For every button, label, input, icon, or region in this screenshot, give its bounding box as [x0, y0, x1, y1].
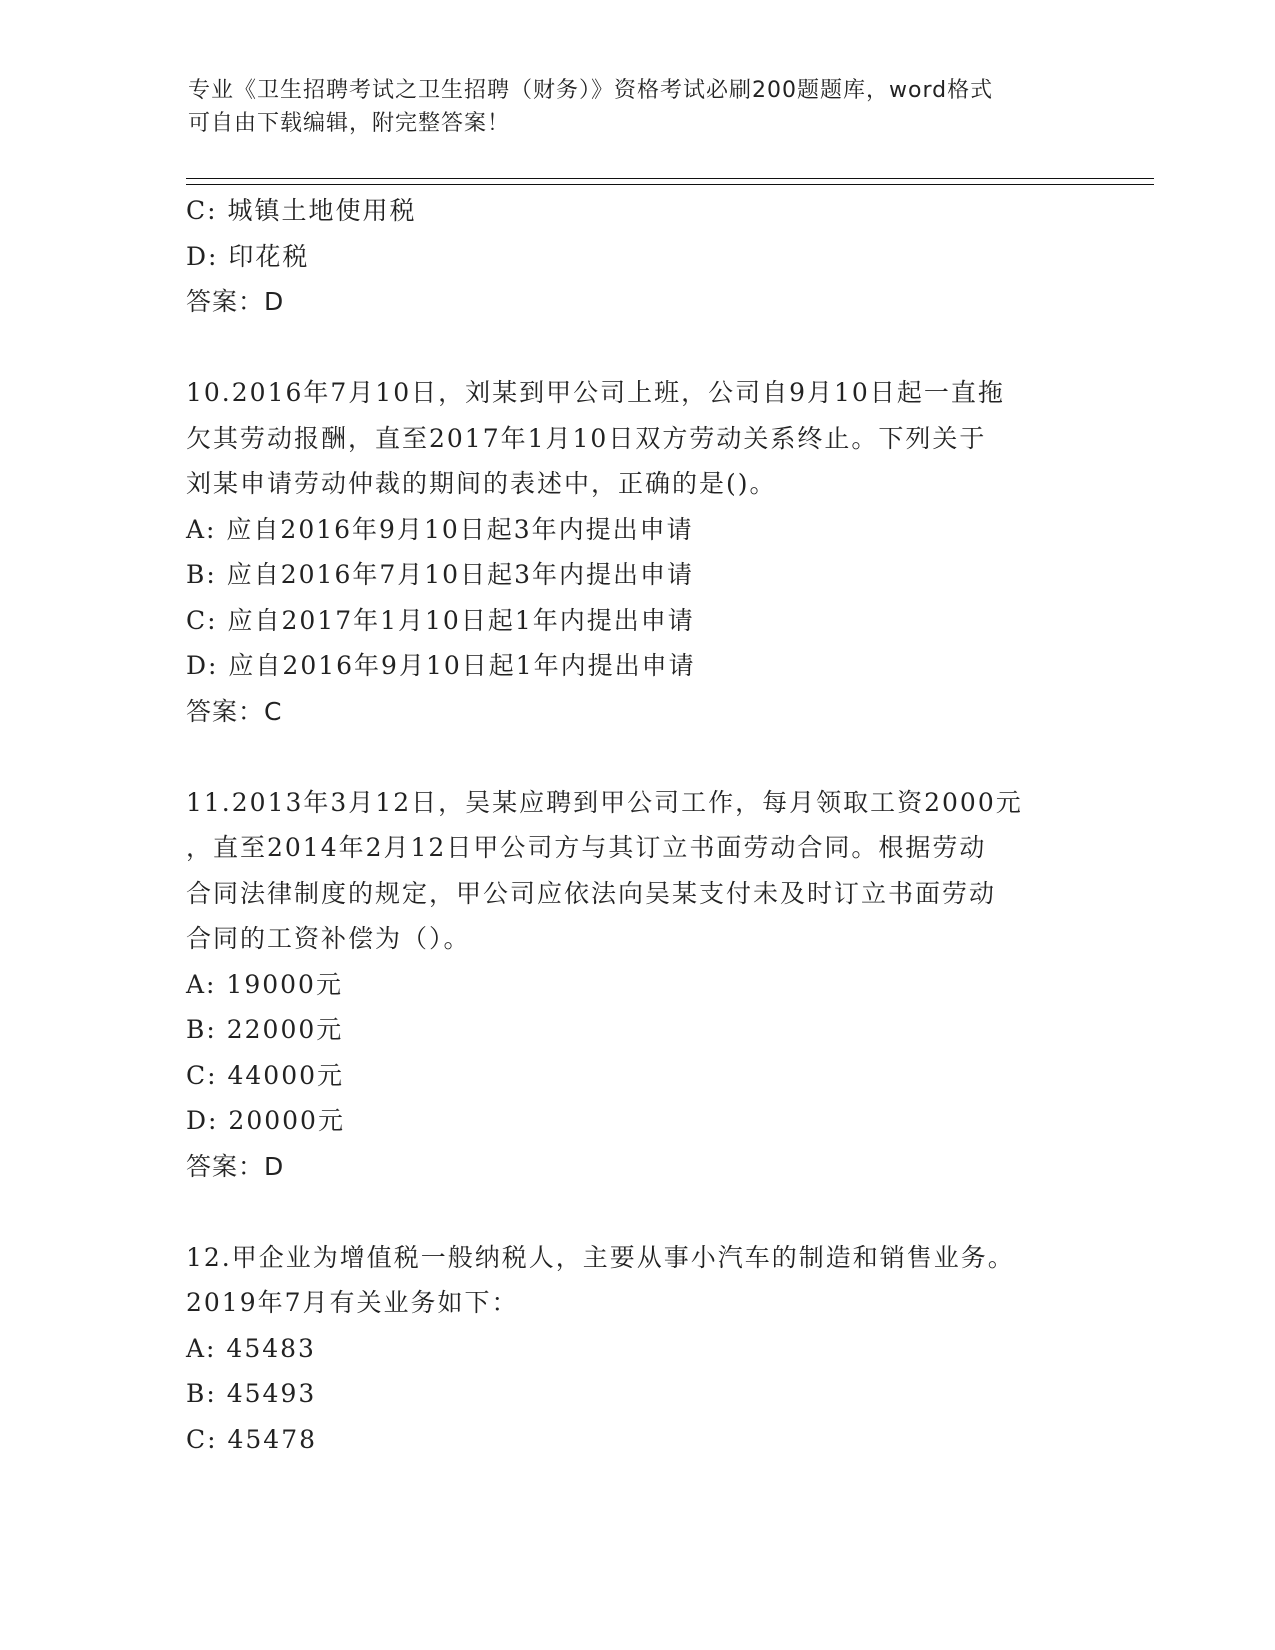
question-stem-line: ，直至2014年2月12日甲公司方与其订立书面劳动合同。根据劳动: [186, 833, 987, 862]
option-a: A: 19000元: [186, 969, 343, 999]
question-9-continuation: [186, 188, 1086, 325]
question-stem-line: 合同的工资补偿为（）。: [186, 924, 471, 953]
question-stem-line: 合同法律制度的规定，甲公司应依法向吴某支付未及时订立书面劳动: [186, 878, 997, 908]
question-stem-line: 10.2016年7月10日，刘某到甲公司上班，公司自9月10日起一直拖: [186, 378, 1005, 407]
option-d: D: 印花税: [186, 241, 310, 271]
question-12: [186, 1235, 1086, 1463]
option-d: D: 20000元: [186, 1106, 345, 1135]
option-d: D: 应自2016年9月10日起1年内提出申请: [186, 651, 696, 680]
option-b: B: 应自2016年7月10日起3年内提出申请: [186, 560, 694, 589]
option-c: C: 应自2017年1月10日起1年内提出申请: [186, 605, 695, 635]
question-11: [186, 780, 1086, 1190]
option-a: A: 45483: [186, 1333, 316, 1363]
option-c: C: 城镇土地使用税: [186, 196, 417, 225]
option-c: C: 44000元: [186, 1060, 345, 1090]
question-stem-line: 12.甲企业为增值税一般纳税人，主要从事小汽车的制造和销售业务。: [186, 1242, 1015, 1272]
question-stem-line: 2019年7月有关业务如下：: [186, 1288, 519, 1317]
option-a: A: 应自2016年9月10日起3年内提出申请: [186, 514, 694, 544]
question-stem-line: 欠其劳动报酬，直至2017年1月10日双方劳动关系终止。下列关于: [186, 423, 987, 453]
header-divider-top: [186, 178, 1154, 179]
spacer: [186, 1189, 1086, 1235]
header-title-line-1: 专业《卫生招聘考试之卫生招聘（财务）》资格考试必刷200题题库，word格式: [188, 78, 994, 103]
question-10: [186, 370, 1086, 734]
question-stem-line: 11.2013年3月12日，吴某应聘到甲公司工作，每月领取工资2000元: [186, 787, 1023, 817]
page-header: [188, 74, 1078, 140]
option-b: B: 45493: [186, 1379, 317, 1408]
question-content: [186, 188, 1086, 1462]
question-stem-line: 刘某申请劳动仲裁的期间的表述中，正确的是()。: [186, 469, 777, 498]
header-title-line-2: 可自由下载编辑，附完整答案！: [188, 111, 511, 136]
header-divider-bottom: [186, 184, 1154, 185]
answer-line: 答案：C: [186, 696, 283, 726]
option-b: B: 22000元: [186, 1015, 344, 1044]
answer-line: 答案：D: [186, 1151, 285, 1181]
spacer: [186, 734, 1086, 780]
spacer: [186, 325, 1086, 371]
answer-line: 答案：D: [186, 287, 285, 316]
option-c: C: 45478: [186, 1424, 318, 1454]
